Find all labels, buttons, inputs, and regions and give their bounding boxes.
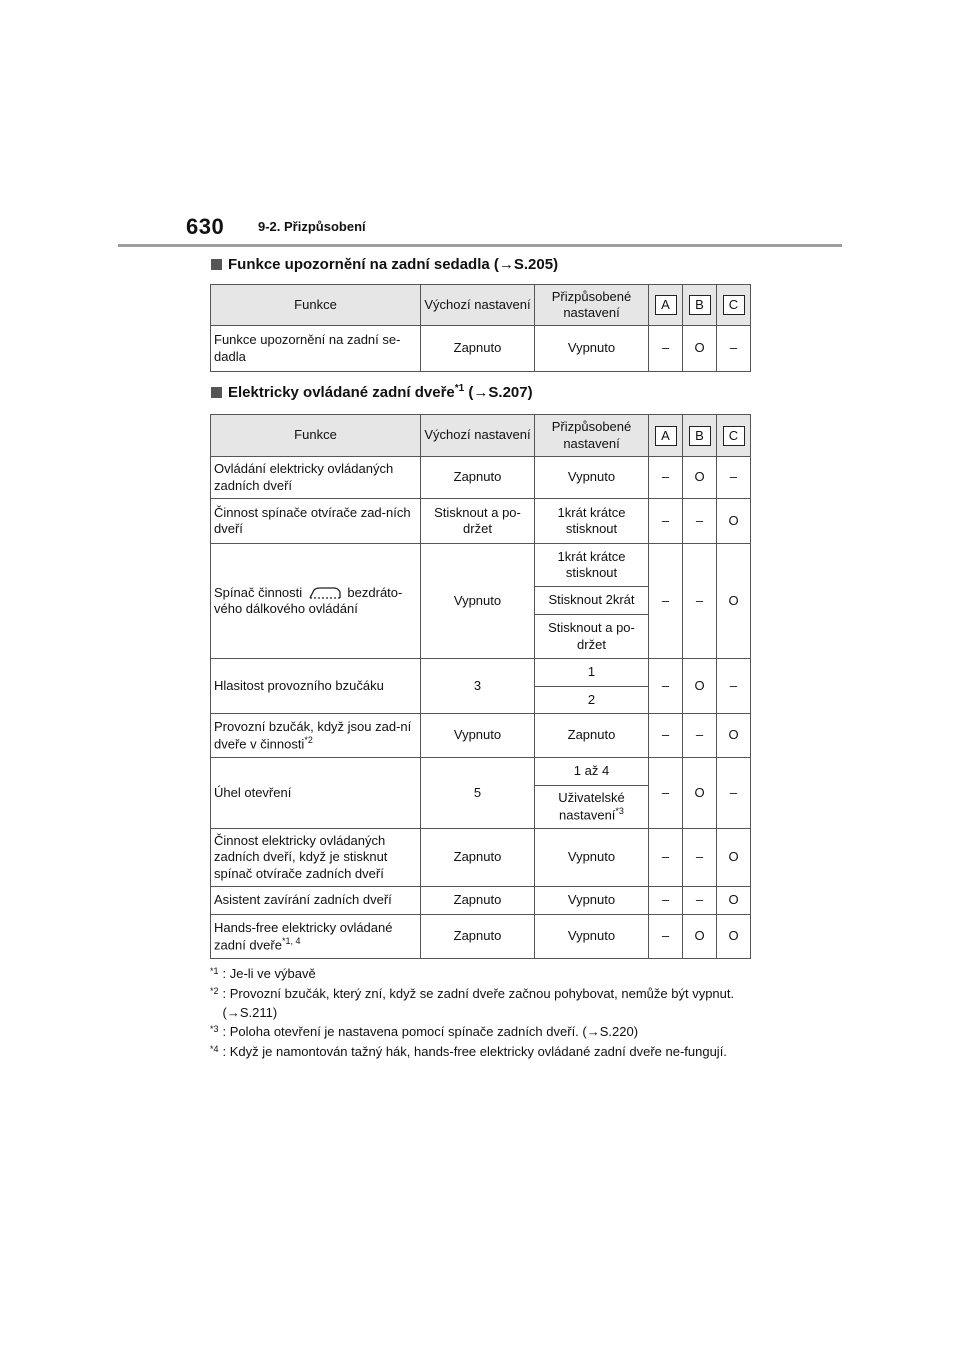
- table-row: [211, 457, 751, 499]
- cell-c: –: [717, 326, 751, 372]
- section-heading-rear-seat: [211, 256, 558, 273]
- cell-default: Zapnuto: [421, 457, 535, 499]
- cell-a: –: [649, 659, 683, 714]
- cell-function: Hlasitost provozního bzučáku: [211, 659, 421, 714]
- table-row: [211, 887, 751, 915]
- col-header-default: Výchozí nastavení: [421, 415, 535, 457]
- cell-b: –: [683, 499, 717, 544]
- cell-default: 5: [421, 758, 535, 829]
- col-header-b: B: [683, 415, 717, 457]
- cell-function: Provozní bzučák, když jsou zad-ní dveře v činnosti$^{*2}$: [211, 714, 421, 758]
- cell-function: Hands-free elektricky ovládané zadní dveře$^{*1, 4}$: [211, 915, 421, 959]
- rear-seat-reminder-table: [210, 284, 751, 372]
- col-header-default: Výchozí nastavení: [421, 285, 535, 326]
- cell-default: Zapnuto: [421, 915, 535, 959]
- cell-custom: Vypnuto: [535, 457, 649, 499]
- cell-c: O: [717, 887, 751, 915]
- cell-c: O: [717, 714, 751, 758]
- footnote-3: $^{*3}$ : Poloha otevření je nastavena pomocí spínače zadních dveří. (→S.220): [210, 1023, 639, 1039]
- cell-default: Stisknout a po-držet: [421, 499, 535, 544]
- col-header-custom: Přizpůsobené nastavení: [535, 415, 649, 457]
- cell-custom: Vypnuto: [535, 915, 649, 959]
- bullet-square-icon: [211, 259, 222, 270]
- cell-function: Spínač činnosti bezdráto-vého dálkového ovládání: [211, 544, 421, 659]
- cell-c: O: [717, 829, 751, 887]
- cell-custom: Stisknout a po-držet: [535, 615, 649, 659]
- cell-default: 3: [421, 659, 535, 714]
- cell-c: –: [717, 758, 751, 829]
- cell-a: –: [649, 326, 683, 372]
- cell-default: Zapnuto: [421, 887, 535, 915]
- cell-function: Ovládání elektricky ovládaných zadních dveří: [211, 457, 421, 499]
- footnote-2: $^{*2}$ : Provozní bzučák, který zní, když se zadní dveře začnou pohybovat, nemůže být vypnut. (→S.211): [210, 986, 735, 1021]
- cell-c: O: [717, 544, 751, 659]
- cell-b: –: [683, 544, 717, 659]
- table-row: [211, 659, 751, 687]
- cell-function: Činnost spínače otvírače zad-ních dveří: [211, 499, 421, 544]
- col-header-c: C: [717, 285, 751, 326]
- table-row: [211, 714, 751, 758]
- cell-custom: Uživatelské nastavení$^{*3}$: [535, 786, 649, 829]
- table-header-row: [211, 285, 751, 326]
- page-number: 630: [186, 214, 225, 239]
- cell-default: Vypnuto: [421, 714, 535, 758]
- page-ref: S.207): [488, 384, 533, 401]
- cell-a: –: [649, 544, 683, 659]
- cell-a: –: [649, 829, 683, 887]
- table-header-row: [211, 415, 751, 457]
- cell-function: Činnost elektricky ovládaných zadních dveří, když je stisknut spínač otvírače zadních dveří: [211, 829, 421, 887]
- cell-custom: Vypnuto: [535, 887, 649, 915]
- cell-custom: Zapnuto: [535, 714, 649, 758]
- cell-b: O: [683, 758, 717, 829]
- cell-c: O: [717, 499, 751, 544]
- heading-text: Elektricky ovládané zadní dveře: [228, 384, 455, 401]
- table-row: [211, 544, 751, 587]
- cell-c: –: [717, 457, 751, 499]
- cell-a: –: [649, 714, 683, 758]
- cell-a: –: [649, 887, 683, 915]
- table-row: [211, 915, 751, 959]
- table-row: [211, 758, 751, 786]
- chapter-title: 9-2. Přizpůsobení: [258, 219, 366, 234]
- cell-c: O: [717, 915, 751, 959]
- arrow-icon: →: [498, 256, 514, 273]
- col-header-c: C: [717, 415, 751, 457]
- cell-b: O: [683, 915, 717, 959]
- cell-custom: 2: [535, 687, 649, 714]
- cell-b: –: [683, 887, 717, 915]
- cell-function: Asistent zavírání zadních dveří: [211, 887, 421, 915]
- heading-footnote-mark: *1: [454, 383, 465, 394]
- cell-a: –: [649, 457, 683, 499]
- tailgate-key-icon: [308, 586, 342, 600]
- cell-a: –: [649, 499, 683, 544]
- col-header-b: B: [683, 285, 717, 326]
- cell-default: Zapnuto: [421, 829, 535, 887]
- col-header-custom: Přizpůsobené nastavení: [535, 285, 649, 326]
- cell-custom: 1: [535, 659, 649, 687]
- cell-custom: Vypnuto: [535, 829, 649, 887]
- cell-function: Funkce upozornění na zadní se-dadla: [211, 326, 421, 372]
- section-heading-power-tailgate: [211, 383, 533, 401]
- cell-function: Úhel otevření: [211, 758, 421, 829]
- page-ref: S.205): [513, 256, 559, 273]
- cell-custom: Stisknout 2krát: [535, 587, 649, 615]
- arrow-icon: →: [473, 384, 489, 401]
- cell-default: Zapnuto: [421, 326, 535, 372]
- bullet-square-icon: [211, 387, 222, 398]
- table-row: [211, 829, 751, 887]
- cell-b: O: [683, 457, 717, 499]
- cell-b: O: [683, 326, 717, 372]
- heading-paren: (: [464, 384, 474, 401]
- table-row: [211, 326, 751, 372]
- cell-b: –: [683, 714, 717, 758]
- cell-a: –: [649, 915, 683, 959]
- heading-text: Funkce upozornění na zadní sedadla (: [228, 256, 499, 273]
- cell-custom: 1krát krátce stisknout: [535, 544, 649, 587]
- col-header-function: Funkce: [211, 415, 421, 457]
- power-tailgate-table: [210, 414, 751, 959]
- col-header-function: Funkce: [211, 285, 421, 326]
- cell-custom: Vypnuto: [535, 326, 649, 372]
- header-rule: [118, 244, 842, 247]
- cell-b: –: [683, 829, 717, 887]
- table-row: [211, 499, 751, 544]
- cell-c: –: [717, 659, 751, 714]
- footnote-4: $^{*4}$ : Když je namontován tažný hák, hands-free elektricky ovládané zadní dveře ne-fungují.: [210, 1044, 727, 1060]
- footnotes: [210, 965, 755, 1063]
- col-header-a: A: [649, 285, 683, 326]
- cell-custom: 1 až 4: [535, 758, 649, 786]
- cell-custom: 1krát krátce stisknout: [535, 499, 649, 544]
- cell-default: Vypnuto: [421, 544, 535, 659]
- cell-b: O: [683, 659, 717, 714]
- cell-a: –: [649, 758, 683, 829]
- col-header-a: A: [649, 415, 683, 457]
- footnote-1: $^{*1}$ : Je-li ve výbavě: [210, 966, 316, 981]
